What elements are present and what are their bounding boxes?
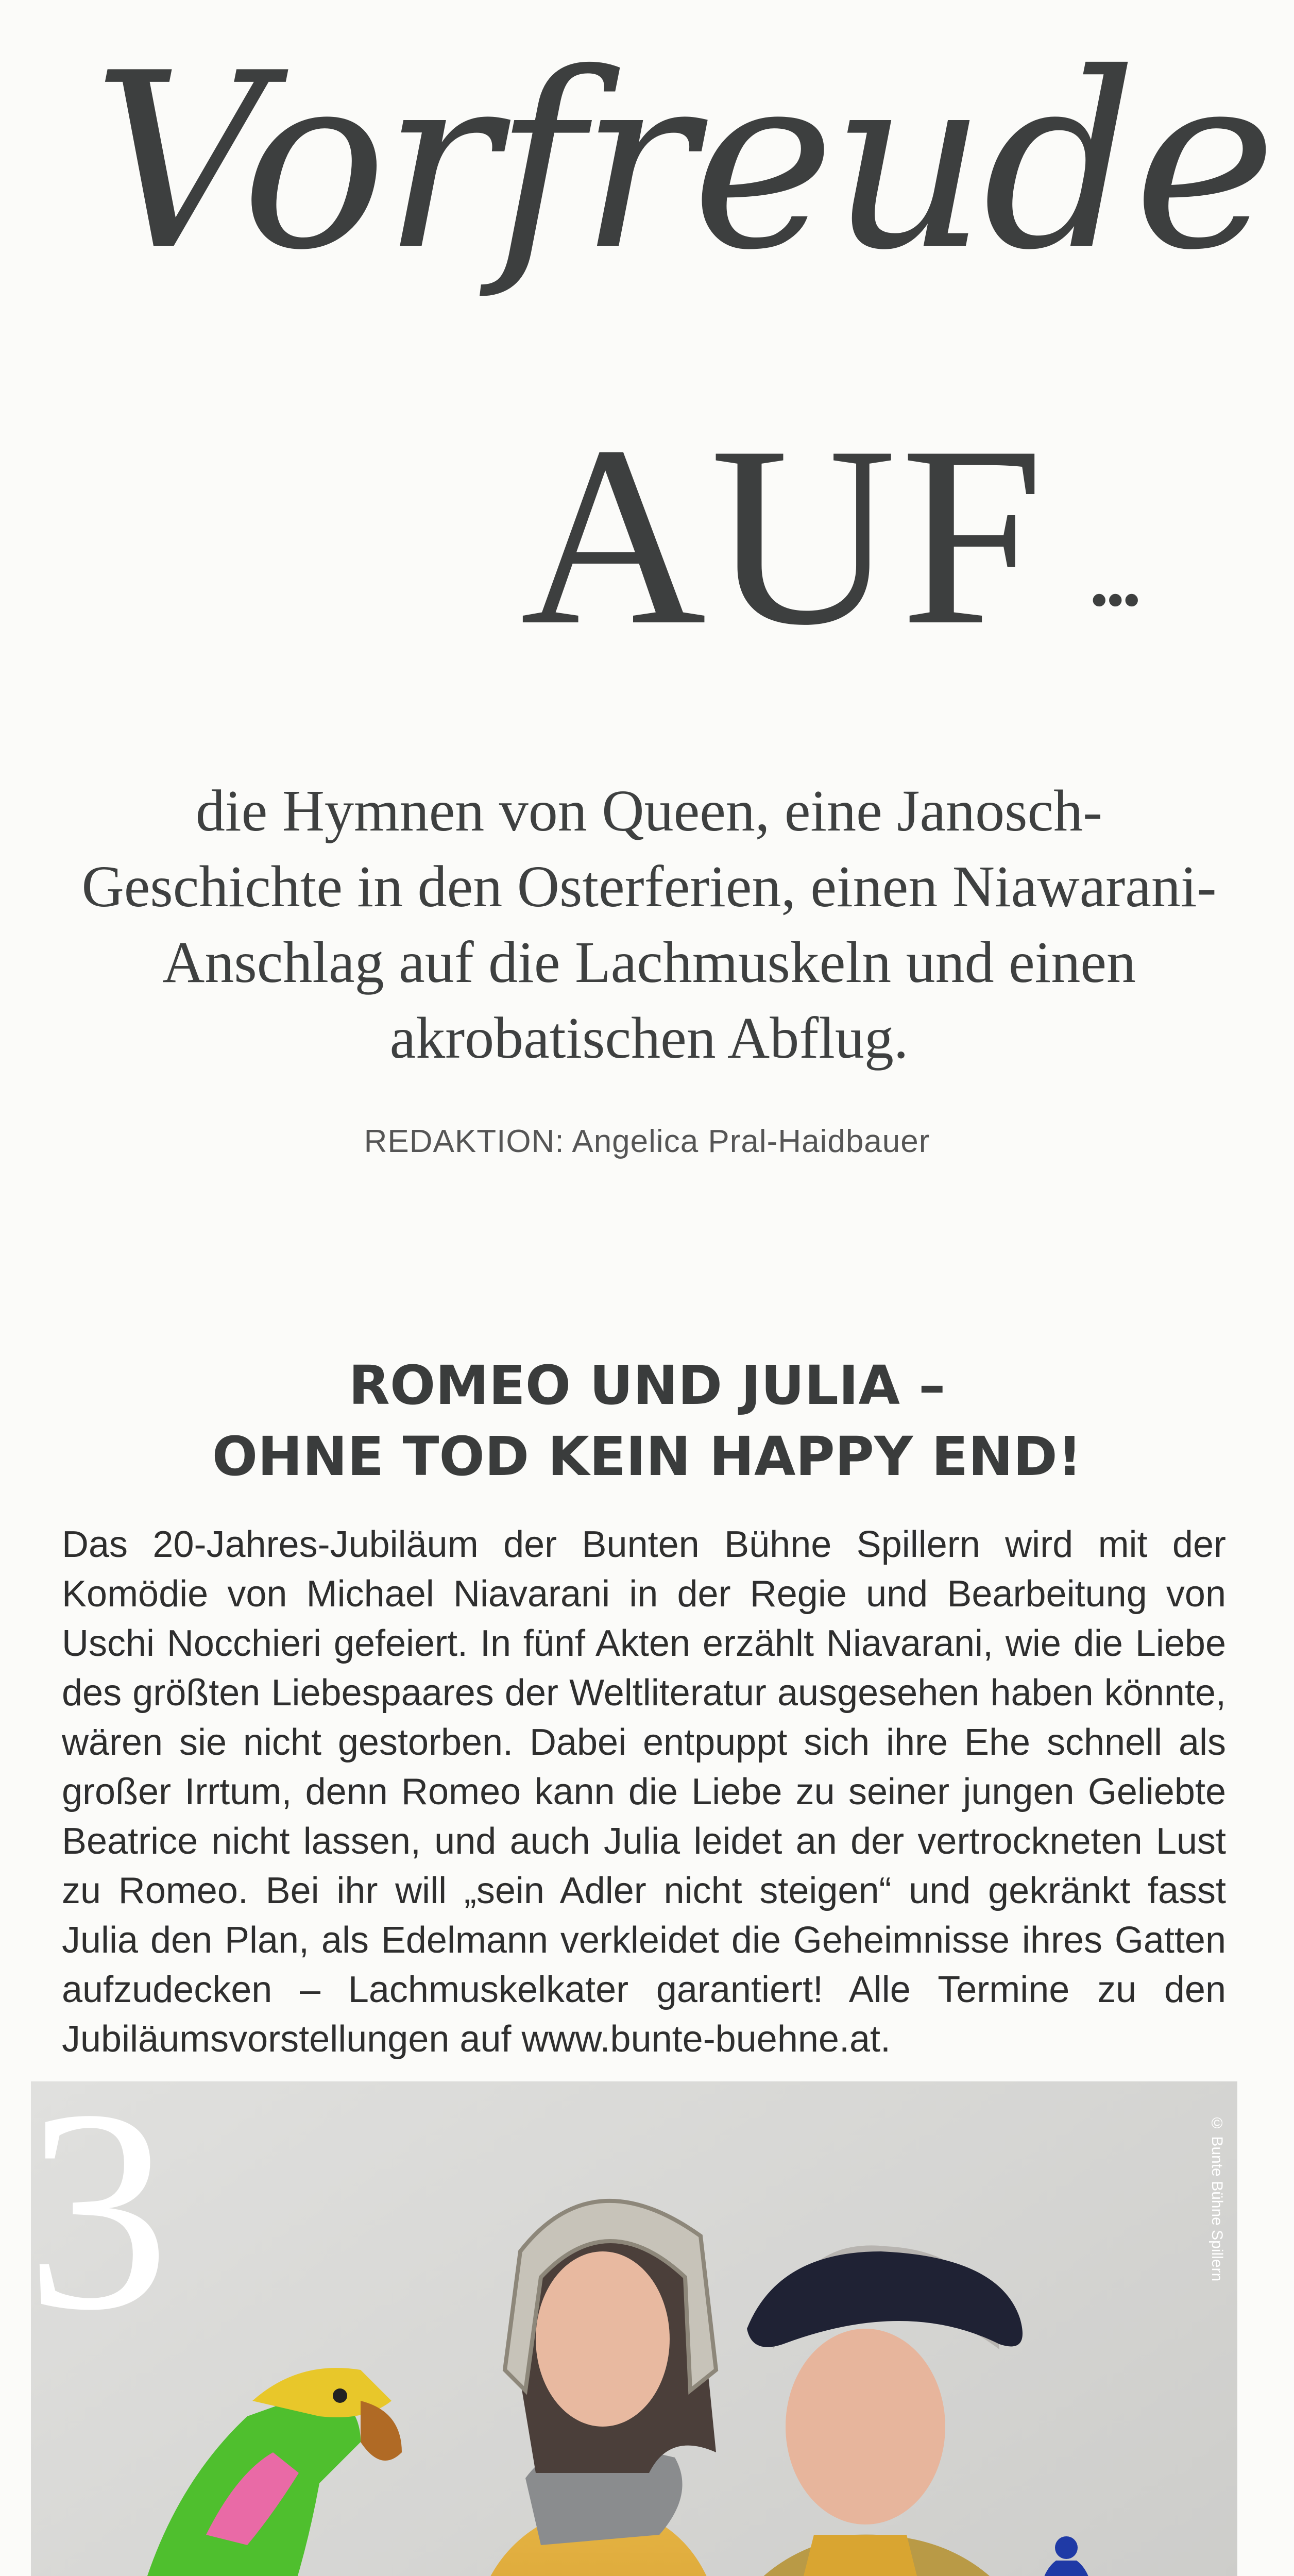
- section-number: 3: [26, 2050, 170, 2370]
- photo-illustration: [31, 2081, 1237, 2576]
- headline-line-1: ROMEO UND JULIA –: [348, 1354, 946, 1417]
- photo-copyright: © Bunte Bühne Spillern: [1208, 2115, 1225, 2282]
- intro-text: die Hymnen von Queen, eine Janosch-Geschichte in den Osterferien, einen Niawarani-Anschlag auf die Lachmuskeln und einen akrobatischen Abflug.: [81, 778, 1217, 1071]
- article-headline: [77, 1350, 1217, 1492]
- article-photo: [31, 2081, 1237, 2576]
- title-caps: AUF: [520, 393, 1048, 679]
- title-ellipsis: ...: [1089, 537, 1138, 622]
- title-script: Vorfreude: [93, 21, 1273, 303]
- article-body: Das 20-Jahres-Jubiläum der Bunten Bühne Spillern wird mit der Komödie von Michael Niavarani in der Regie und Bearbeitung von Uschi Nocchieri gefeiert. In fünf Akten erzählt Niavarani, wie die Liebe des größten Liebespaares der Weltliteratur ausgesehen haben könnte, wären sie nicht gestorben. Dabei entpuppt sich ihre Ehe schnell als großer Irrtum, denn Romeo kann die Liebe zu seiner jungen Geliebte Beatrice nicht lassen, und auch Julia leidet an der vertrockneten Lust zu Romeo. Bei ihr will „sein Adler nicht steigen“ und gekränkt fasst Julia den Plan, als Edelmann verkleidet die Geheimnisse ihres Gatten aufzudecken – Lachmuskelkater garantiert! Alle Termine zu den Jubiläumsvorstellungen auf www.bunte-buehne.at.: [62, 1524, 1226, 2060]
- editor-credit: REDAKTION: Angelica Pral-Haidbauer: [364, 1124, 930, 1159]
- headline-line-2: OHNE TOD KEIN HAPPY END!: [212, 1425, 1082, 1488]
